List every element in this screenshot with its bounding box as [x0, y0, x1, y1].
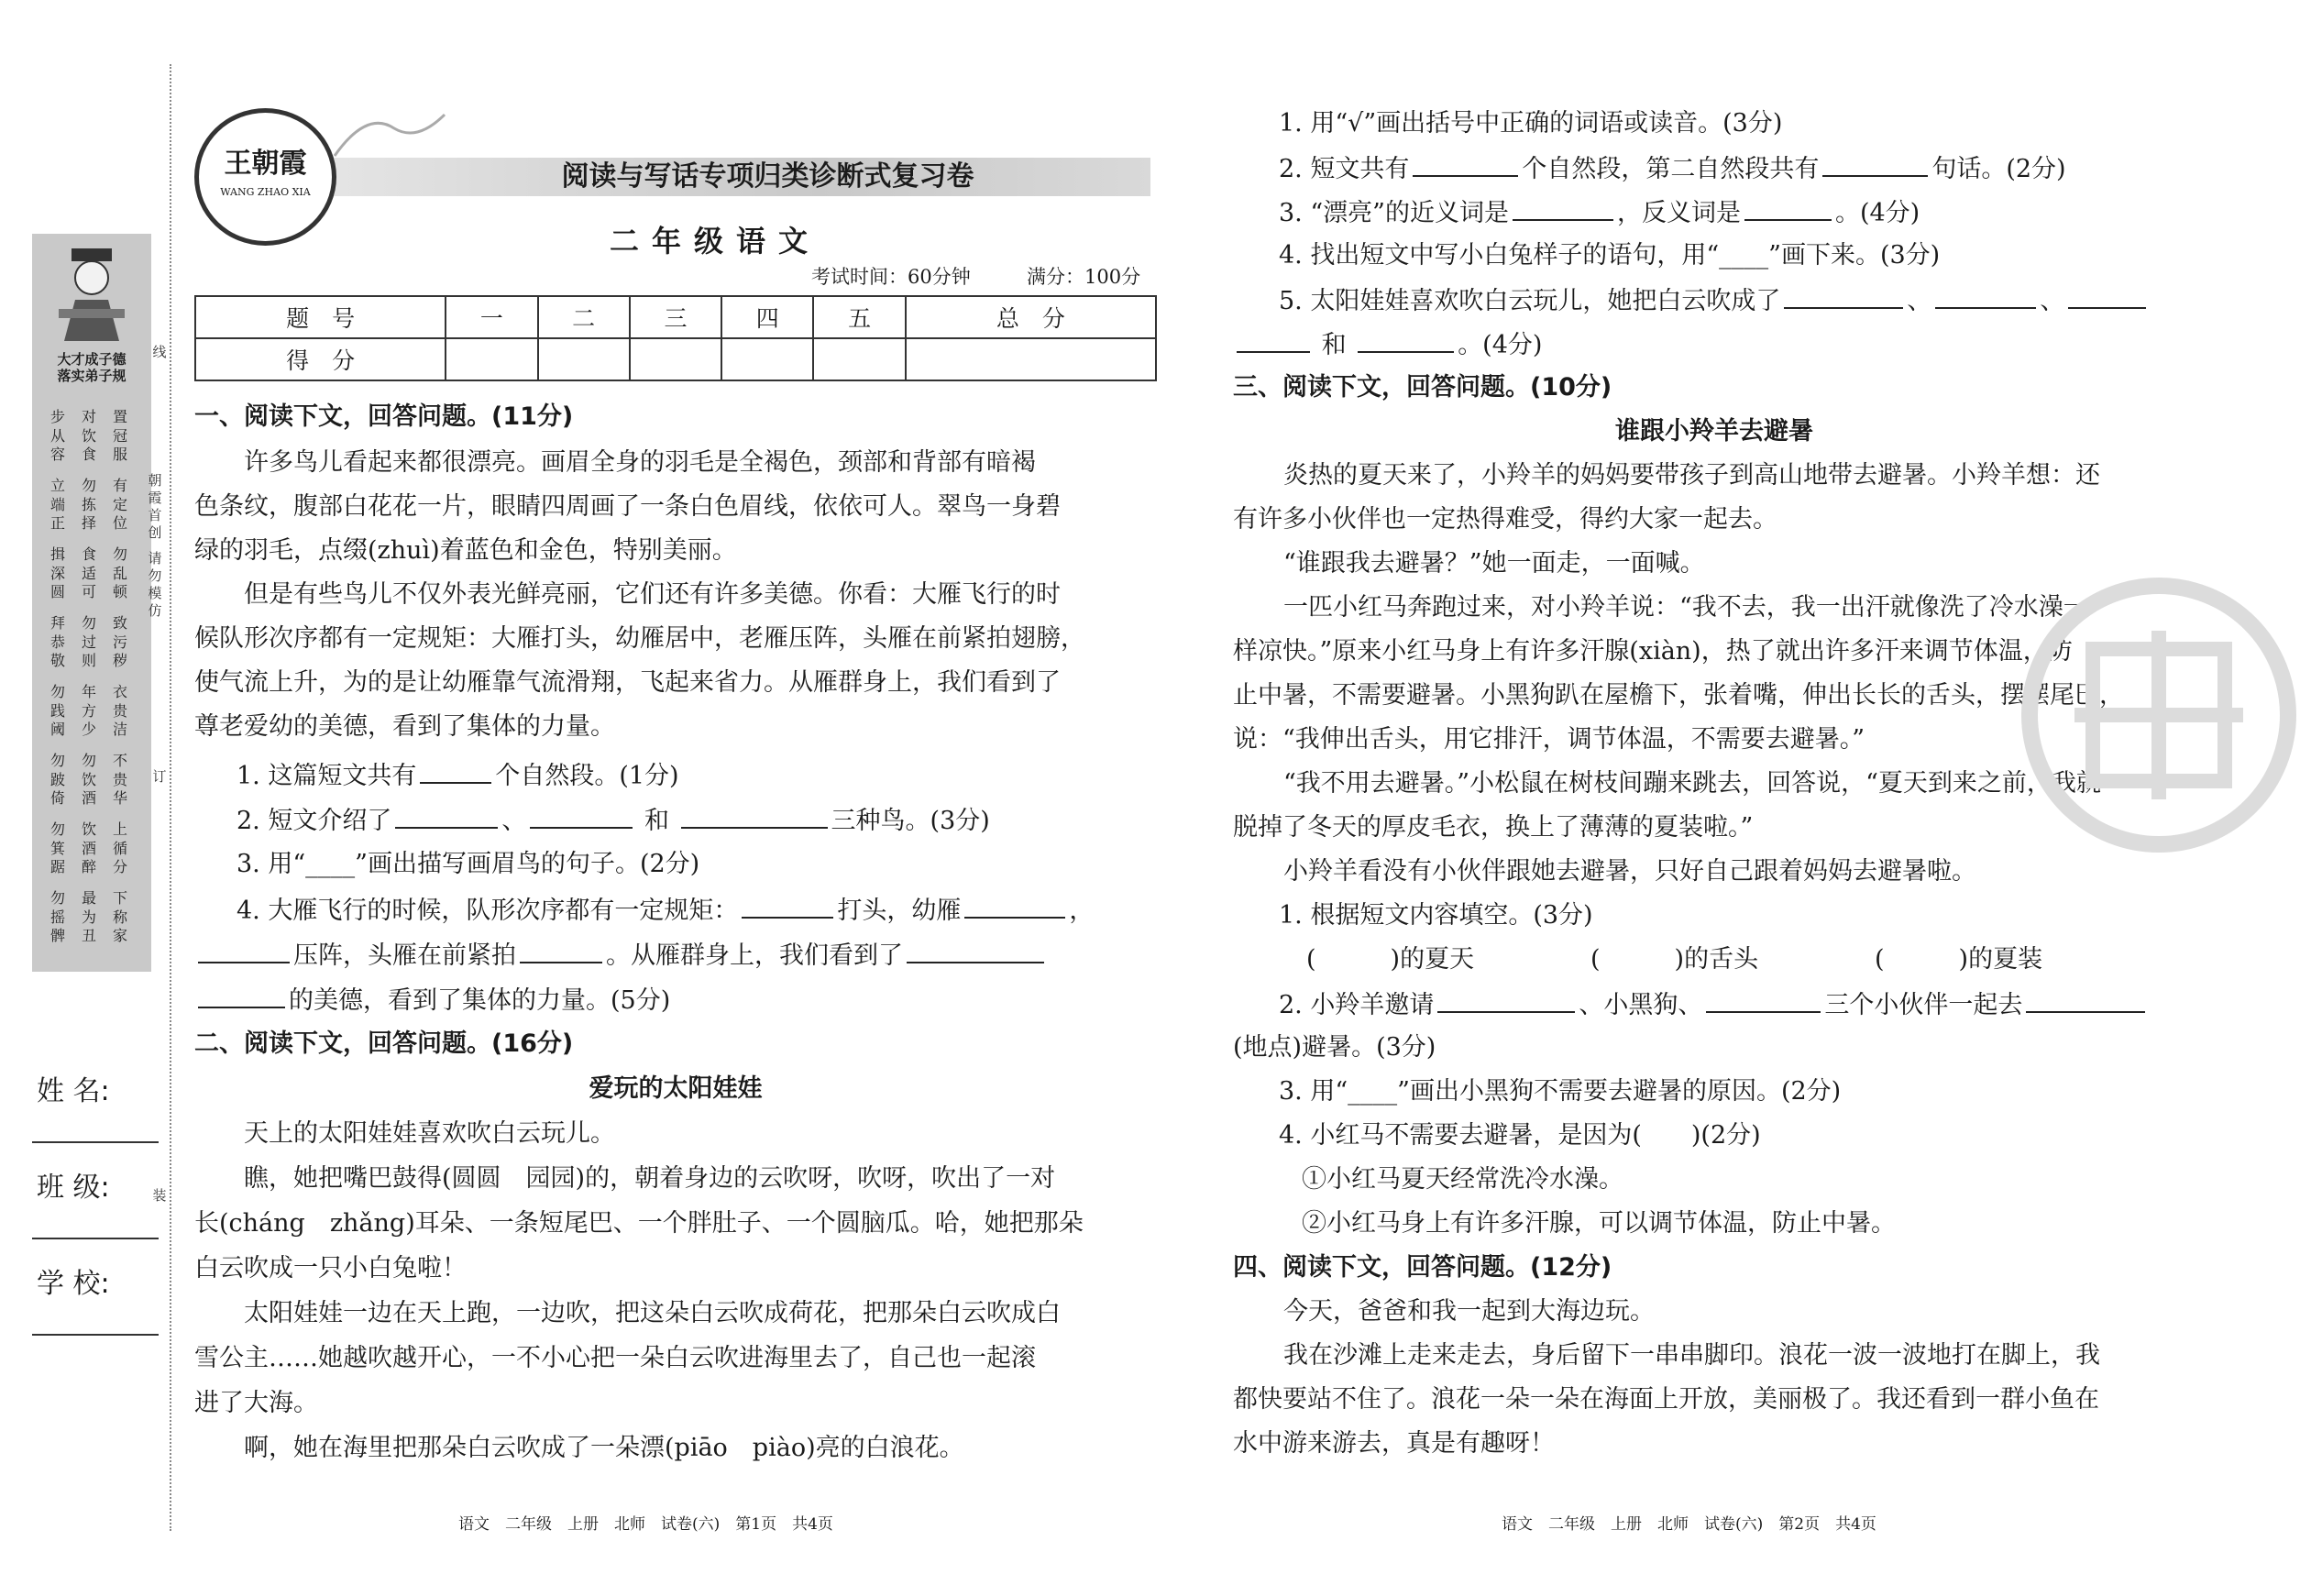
subject-title: 二年级语文: [609, 224, 820, 259]
answer-blank[interactable]: [1513, 195, 1613, 221]
paragraph-line: 样凉快。”原来小红马身上有许多汗腺(xiàn)，热了就出许多汗来调节体温，防: [1233, 637, 2073, 666]
watermark-seal-icon: [2021, 578, 2296, 853]
answer-blank[interactable]: [1237, 327, 1310, 353]
question-2-3: 3. “漂亮”的近义词是 ，反义词是 。(4分): [1279, 195, 1920, 230]
answer-blank[interactable]: [1437, 987, 1575, 1013]
rule-column: 不贵华: [113, 752, 128, 807]
option-item[interactable]: ①小红马夏天经常洗冷水澡。: [1302, 1165, 1623, 1194]
paragraph-line: 有许多小伙伴也一定热得难受，得约大家一起去。: [1233, 505, 1777, 534]
score-table-score-cell[interactable]: [906, 338, 1156, 380]
rule-column: 步从容: [50, 408, 66, 463]
rule-column: 拜恭敬: [50, 614, 66, 669]
publisher-logo: 王朝霞 WANG ZHAO XIA: [194, 108, 336, 246]
answer-blank[interactable]: [1822, 151, 1928, 177]
score-table: [194, 295, 1157, 381]
paragraph-line: 雪公主……她越吹越开心，一不小心把一朵白云吹进海里去了，自己也一起滚: [194, 1344, 1036, 1372]
paragraph-line: 许多鸟儿看起来都很漂亮。画眉全身的羽毛是全褐色，颈部和背部有暗褐: [244, 448, 1036, 477]
page-footer-right: 语文 二年级 上册 北师 试卷(六) 第2页 共4页: [1502, 1515, 1876, 1534]
paragraph-line: “我不用去避暑。”小松鼠在树枝间蹦来跳去，回答说，“夏天到来之前，我就: [1283, 769, 2101, 798]
rule-column: 食适可: [82, 545, 97, 600]
question-1-1: 1. 这篇短文共有 个自然段。(1分): [237, 758, 679, 793]
scholar-figure-icon: [55, 245, 128, 346]
answer-blank[interactable]: [520, 938, 602, 963]
answer-blank[interactable]: [420, 758, 491, 784]
name-field[interactable]: [32, 1141, 159, 1143]
rule-column: 勿乱顿: [113, 545, 128, 600]
paragraph-line: 瞧，她把嘴巴鼓得(圆圆 园园)的，朝着身边的云吹呀，吹呀，吹出了一对: [244, 1164, 1056, 1193]
question-2-5-cont: 和 。(4分): [1233, 327, 1542, 362]
question-2-1: 1. 用“√”画出括号中正确的词语或读音。(3分): [1279, 109, 1783, 138]
rule-column: 立端正: [50, 477, 66, 532]
exam-time: 考试时间：60分钟: [811, 266, 971, 288]
question-1-4: 4. 大雁飞行的时候，队形次序都有一定规矩： 打头，幼雁 ，: [237, 893, 1094, 928]
rule-column: 下称家: [113, 889, 128, 944]
answer-blank[interactable]: [2026, 987, 2145, 1013]
score-table-score-cell[interactable]: [721, 338, 813, 380]
cut-mark: 装: [152, 1187, 167, 1204]
score-table-score-row: [195, 338, 1156, 380]
paragraph-line: 止中暑，不需要避暑。小黑狗趴在屋檐下，张着嘴，伸出长长的舌头，摆摆尾巴，: [1233, 681, 2124, 710]
paragraph-line: 色条纹，腹部白花花一片，眼睛四周画了一条白色眉线，依依可人。翠鸟一身碧: [194, 492, 1061, 521]
rule-column: 勿拣择: [82, 477, 97, 532]
name-label: 姓 名:: [37, 1075, 110, 1107]
paragraph-line: 尊老爱幼的美德，看到了集体的力量。: [194, 712, 615, 741]
score-table-header-cell: 一: [446, 296, 537, 338]
question-1-4-cont: 的美德，看到了集体的力量。(5分): [194, 983, 670, 1018]
motto: 大才成子德 落实弟子规: [57, 351, 127, 384]
paragraph-line: 使气流上升，为的是让幼雁靠气流滑翔，飞起来省力。从雁群身上，我们看到了: [194, 668, 1061, 697]
full-score: 满分：100分: [1027, 266, 1141, 288]
paragraph-line: 啊，她在海里把那朵白云吹成了一朵漂(piāo piào)亮的白浪花。: [244, 1434, 964, 1462]
score-table-header-cell: 二: [538, 296, 630, 338]
paragraph-line: 都快要站不住了。浪花一朵一朵在海面上开放，美丽极了。我还看到一群小鱼在: [1233, 1385, 2099, 1414]
score-table-header-cell: 三: [630, 296, 721, 338]
question-3-2: 2. 小羚羊邀请 、小黑狗、 三个小伙伴一起去: [1279, 987, 2149, 1022]
answer-blank[interactable]: [198, 938, 290, 963]
answer-blank[interactable]: [2068, 283, 2146, 309]
school-label: 学 校:: [37, 1268, 110, 1300]
rule-column: 饮酒醉: [82, 820, 97, 875]
rule-column: 衣贵洁: [113, 683, 128, 738]
score-table-header-cell: 五: [813, 296, 905, 338]
score-table-score-cell[interactable]: [630, 338, 721, 380]
paragraph-line: 一匹小红马奔跑过来，对小羚羊说：“我不去，我一出汗就像洗了冷水澡一: [1283, 593, 2088, 622]
section1-heading: 一、阅读下文，回答问题。(11分): [194, 402, 574, 431]
paragraph-line: 今天，爸爸和我一起到大海边玩。: [1283, 1297, 1655, 1326]
question-2-2: 2. 短文共有 个自然段，第二自然段共有 句话。(2分): [1279, 151, 2066, 186]
series-title: 阅读与写话专项归类诊断式复习卷: [561, 160, 974, 193]
school-field[interactable]: [32, 1334, 159, 1336]
rule-column: 勿过则: [82, 614, 97, 669]
paragraph-line: 长(cháng zhǎng)耳朵、一条短尾巴、一个胖肚子、一个圆脑瓜。哈，她把那朵: [194, 1209, 1084, 1238]
rule-column: 致污秽: [113, 614, 128, 669]
answer-blank[interactable]: [907, 938, 1044, 963]
option-item[interactable]: ②小红马身上有许多汗腺，可以调节体温，防止中暑。: [1302, 1209, 1896, 1238]
paragraph-line: 水中游来游去，真是有趣呀！: [1233, 1429, 1555, 1458]
paragraph-line: 炎热的夏天来了，小羚羊的妈妈要带孩子到高山地带去避暑。小羚羊想：还: [1283, 461, 2100, 490]
score-table-header-row: [195, 296, 1156, 338]
vertical-note: 请勿模仿: [148, 550, 162, 619]
cut-mark: 线: [152, 344, 167, 360]
rule-column: 揖深圆: [50, 545, 66, 600]
paragraph-line: 太阳娃娃一边在天上跑，一边吹，把这朵白云吹成荷花，把那朵白云吹成白: [244, 1299, 1061, 1327]
score-table-score-cell[interactable]: [538, 338, 630, 380]
passage-title: 谁跟小羚羊去避暑: [1615, 417, 1813, 446]
paragraph-line: 但是有些鸟儿不仅外表光鲜亮丽，它们还有许多美德。你看：大雁飞行的时: [244, 580, 1061, 609]
score-table-score-cell[interactable]: [446, 338, 537, 380]
score-table-header-cell: 题 号: [195, 296, 446, 338]
score-table-score-cell[interactable]: [813, 338, 905, 380]
answer-blank[interactable]: [1935, 283, 2036, 309]
rule-column: 勿箕踞: [50, 820, 66, 875]
rule-column: 勿饮酒: [82, 752, 97, 807]
answer-blank[interactable]: [395, 803, 498, 829]
question-1-3: 3. 用“____”画出描写画眉鸟的句子。(2分): [237, 850, 700, 878]
score-table-header-cell: 总 分: [906, 296, 1156, 338]
left-margin-strip: [32, 234, 151, 972]
rule-column: 有定位: [113, 477, 128, 532]
rule-column: 年方少: [82, 683, 97, 738]
answer-blank[interactable]: [1358, 327, 1454, 353]
answer-blank[interactable]: [1784, 283, 1903, 309]
rule-column: 上循分: [113, 820, 128, 875]
paragraph-line: 我在沙滩上走来走去，身后留下一串串脚印。浪花一波一波地打在脚上，我: [1283, 1341, 2100, 1370]
page-footer-left: 语文 二年级 上册 北师 试卷(六) 第1页 共4页: [458, 1515, 833, 1534]
answer-blank[interactable]: [1413, 151, 1518, 177]
class-field[interactable]: [32, 1238, 159, 1239]
section4-heading: 四、阅读下文，回答问题。(12分): [1233, 1253, 1612, 1282]
paragraph-line: 脱掉了冬天的厚皮毛衣，换上了薄薄的夏装啦。”: [1233, 813, 1754, 842]
paragraph-line: “谁跟我去避暑？”她一面走，一面喊。: [1283, 549, 1705, 578]
paragraph-line: 说：“我伸出舌头，用它排汗，调节体温，不需要去避暑。”: [1233, 725, 1865, 754]
section2-heading: 二、阅读下文，回答问题。(16分): [194, 1029, 574, 1058]
rule-column: 对饮食: [82, 408, 97, 463]
rule-column: 勿摇髀: [50, 889, 66, 944]
fill-item[interactable]: ( )的夏装: [1875, 945, 2043, 974]
answer-blank[interactable]: [1706, 987, 1821, 1013]
rule-column: 勿践阈: [50, 683, 66, 738]
fill-item[interactable]: ( )的夏天: [1306, 945, 1475, 974]
paragraph-line: 进了大海。: [194, 1389, 318, 1417]
rules-columns: [41, 408, 144, 958]
answer-blank[interactable]: [198, 983, 285, 1008]
question-2-5: 5. 太阳娃娃喜欢吹白云玩儿，她把白云吹成了 、 、: [1279, 283, 2150, 318]
passage-title: 爱玩的太阳娃娃: [589, 1074, 763, 1103]
question-1-2: 2. 短文介绍了 、 和 三种鸟。(3分): [237, 803, 990, 838]
rule-column: 置冠服: [113, 408, 128, 463]
cut-mark: 订: [152, 768, 167, 785]
rule-column: 勿跛倚: [50, 752, 66, 807]
paragraph-line: 白云吹成一只小白兔啦！: [194, 1254, 467, 1282]
binding-line: [170, 64, 171, 1531]
question-3-2-cont: (地点)避暑。(3分): [1233, 1033, 1436, 1062]
answer-blank[interactable]: [530, 803, 633, 829]
paragraph-line: 小羚羊看没有小伙伴跟她去避暑，只好自己跟着妈妈去避暑啦。: [1283, 857, 1976, 886]
class-label: 班 级:: [37, 1172, 110, 1204]
question-3-3: 3. 用“____”画出小黑狗不需要去避暑的原因。(2分): [1279, 1077, 1842, 1106]
question-3-1: 1. 根据短文内容填空。(3分): [1279, 901, 1593, 930]
question-1-4-cont: 压阵，头雁在前紧拍 。从雁群身上，我们看到了: [194, 938, 1048, 973]
answer-blank[interactable]: [1744, 195, 1832, 221]
score-table-score-cell[interactable]: 得 分: [195, 338, 446, 380]
paragraph-line: 天上的太阳娃娃喜欢吹白云玩儿。: [244, 1119, 615, 1148]
question-2-4: 4. 找出短文中写小白兔样子的语句，用“____”画下来。(3分): [1279, 241, 1941, 270]
paragraph-line: 候队形次序都有一定规矩：大雁打头，幼雁居中，老雁压阵，头雁在前紧拍翅膀，: [194, 624, 1085, 653]
answer-blank[interactable]: [742, 893, 833, 919]
rule-column: 最为丑: [82, 889, 97, 944]
ribbon-decoration-icon: [330, 101, 449, 165]
section3-heading: 三、阅读下文，回答问题。(10分): [1233, 373, 1612, 402]
fill-item[interactable]: ( )的舌头: [1590, 945, 1759, 974]
score-table-header-cell: 四: [721, 296, 813, 338]
question-3-4: 4. 小红马不需要去避暑，是因为( )(2分): [1279, 1121, 1761, 1150]
paragraph-line: 绿的羽毛，点缀(zhuì)着蓝色和金色，特别美丽。: [194, 536, 737, 565]
answer-blank[interactable]: [964, 893, 1065, 919]
vertical-note: 朝霞首创: [148, 472, 162, 541]
answer-blank[interactable]: [681, 803, 828, 829]
